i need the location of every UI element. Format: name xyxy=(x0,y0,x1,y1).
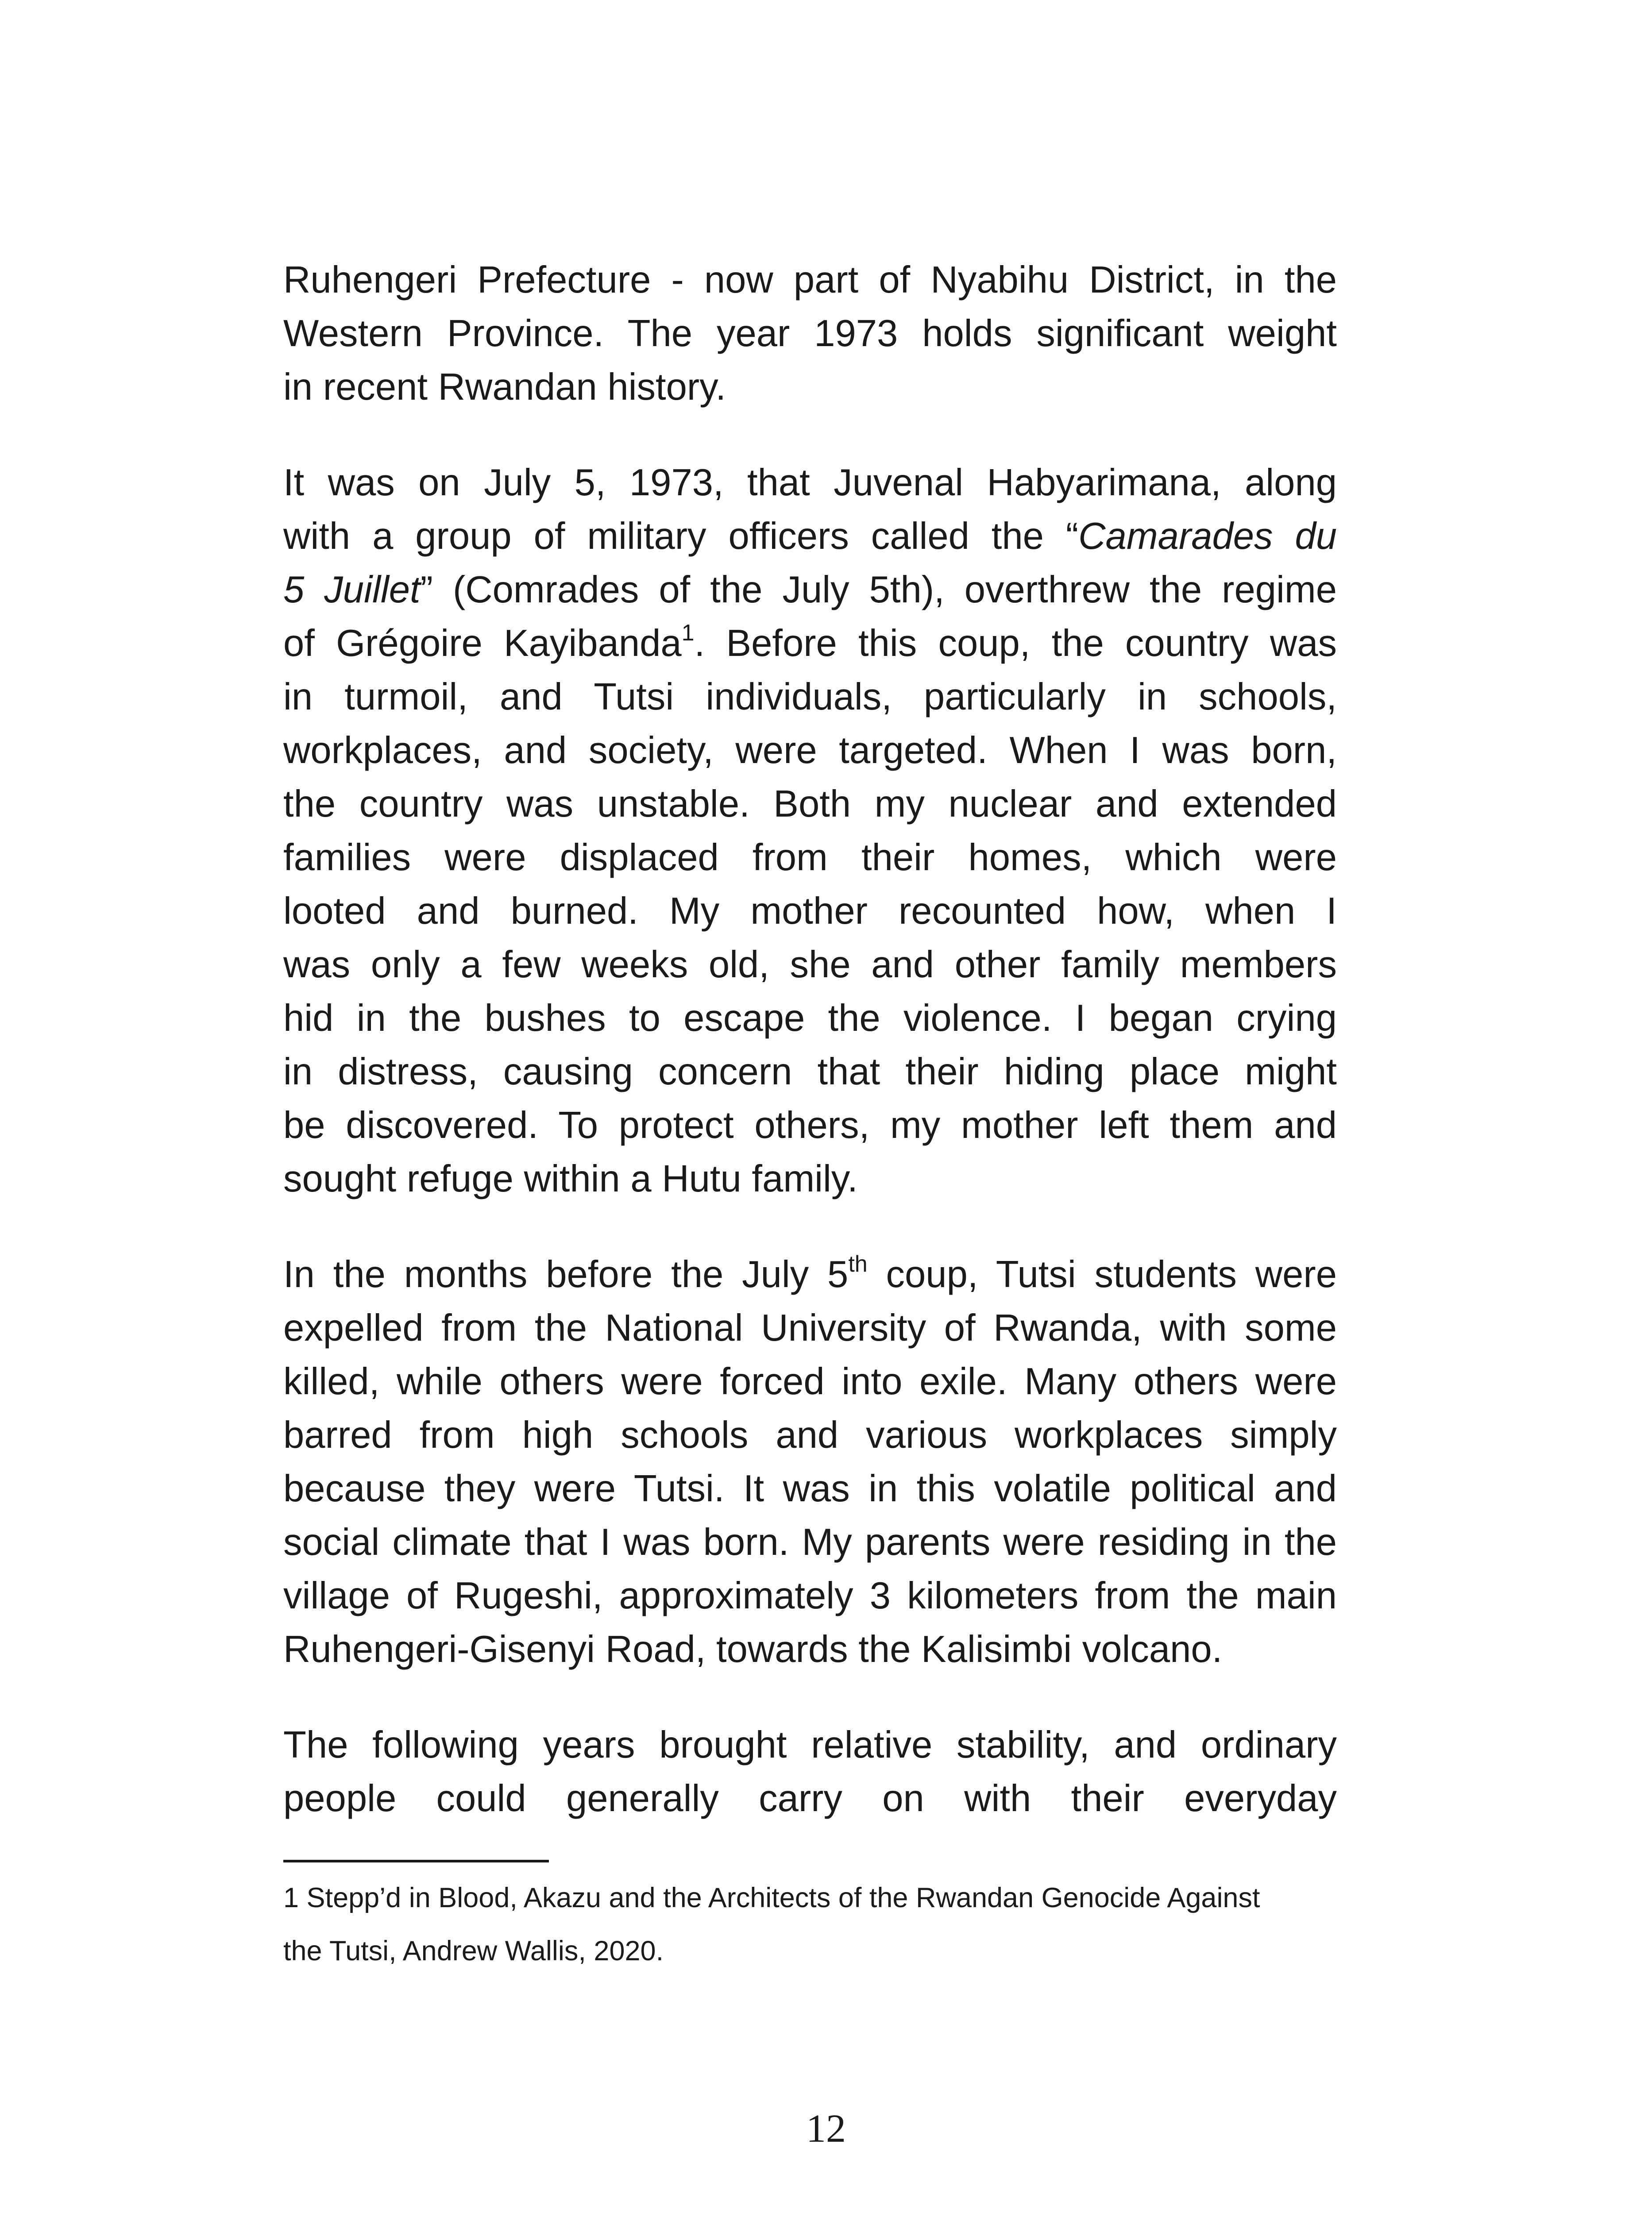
footnote-reference: 1 xyxy=(681,620,695,646)
text-segment: . Before this coup, the country was xyxy=(694,622,1337,664)
text-line: workplaces, and society, were targeted. When I was born, xyxy=(283,729,1337,771)
text-line: killed, while others were forced into exile. Many others were xyxy=(283,1361,1337,1403)
text-segment: coup, Tutsi students were xyxy=(867,1253,1337,1295)
body-text xyxy=(283,253,1337,1825)
text-segment: ” (Comrades of the July 5th), overthrew the regime xyxy=(420,569,1337,611)
text-line xyxy=(283,1248,1337,1301)
footnote xyxy=(283,1871,1337,1978)
footnote-divider xyxy=(283,1860,549,1862)
paragraph-4 xyxy=(283,1718,1337,1825)
text-line: families were displaced from their homes, which were xyxy=(283,837,1337,879)
text-line: barred from high schools and various workplaces simply xyxy=(283,1414,1337,1456)
page-number: 12 xyxy=(806,2107,846,2151)
text-segment: with a group of military officers called the “ xyxy=(283,515,1079,557)
text-line: It was on July 5, 1973, that Juvenal Habyarimana, along xyxy=(283,462,1337,504)
footnote-line: 1 Stepp’d in Blood, Akazu and the Architects of the Rwandan Genocide Against xyxy=(283,1882,1260,1913)
text-line xyxy=(283,563,1337,617)
text-segment: of Grégoire Kayibanda xyxy=(283,622,682,664)
text-line: the country was unstable. Both my nuclear and extended xyxy=(283,783,1337,825)
text-line: in turmoil, and Tutsi individuals, particularly in schools, xyxy=(283,676,1337,718)
italic-phrase: 5 Juillet xyxy=(283,569,421,611)
text-line: in distress, causing concern that their hiding place might xyxy=(283,1051,1337,1093)
footnote-line: the Tutsi, Andrew Wallis, 2020. xyxy=(283,1935,664,1966)
italic-phrase: Camarades du xyxy=(1078,515,1337,557)
text-line xyxy=(283,617,1337,670)
text-segment: In the months before the July 5 xyxy=(283,1253,849,1295)
text-line: expelled from the National University of Rwanda, with some xyxy=(283,1307,1337,1349)
ordinal-suffix: th xyxy=(848,1251,868,1277)
text-line: hid in the bushes to escape the violence. I began crying xyxy=(283,997,1337,1039)
text-line xyxy=(283,509,1337,563)
text-line: sought refuge within a Hutu family. xyxy=(283,1158,858,1200)
text-line: looted and burned. My mother recounted how, when I xyxy=(283,890,1337,932)
text-line: was only a few weeks old, she and other family members xyxy=(283,944,1337,986)
paragraph-3 xyxy=(283,1248,1337,1676)
paragraph-2 xyxy=(283,456,1337,1206)
text-line: in recent Rwandan history. xyxy=(283,366,726,408)
text-line: The following years brought relative stability, and ordinary xyxy=(283,1724,1337,1766)
text-line: be discovered. To protect others, my mother left them and xyxy=(283,1104,1337,1146)
text-line: because they were Tutsi. It was in this volatile political and xyxy=(283,1468,1337,1510)
text-line: village of Rugeshi, approximately 3 kilometers from the main xyxy=(283,1575,1337,1617)
text-line: people could generally carry on with their everyday xyxy=(283,1777,1337,1820)
text-line: Ruhengeri-Gisenyi Road, towards the Kalisimbi volcano. xyxy=(283,1628,1223,1670)
text-line: Ruhengeri Prefecture - now part of Nyabihu District, in the xyxy=(283,259,1337,301)
text-line: social climate that I was born. My parents were residing in the xyxy=(283,1521,1337,1563)
text-line: Western Province. The year 1973 holds significant weight xyxy=(283,312,1337,355)
paragraph-1 xyxy=(283,253,1337,414)
